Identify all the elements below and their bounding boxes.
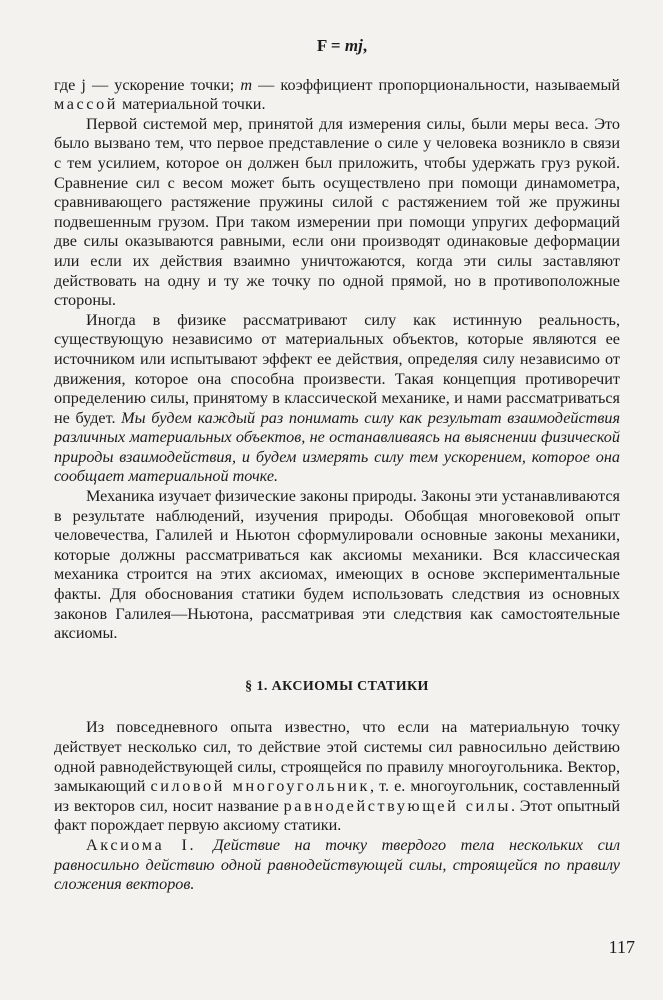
page-number: 117	[608, 937, 635, 957]
paragraph-axiom-one	[54, 836, 620, 895]
emphasized-term: равнодействующей силы	[283, 796, 511, 815]
paragraph-force-concept: Иногда в физике рассматривают силу как истинную реальность, существующую независимо от материальных объектов, которые являются ее источником или испытывают эффект ее действия, определяя силу независимо от движения, которое она способна произвести. Такая концепция противоречит определению силы, принятому в классической механике, и нами рассматриваться не будет. Мы будем каждый раз понимать силу как результат взаимодействия различных материальных объектов, не останавливаясь на выяснении физической природы взаимодействия, и будем измерять силу тем ускорением, которое она сообщает материальной точке.	[54, 310, 620, 486]
formula-rhs: mj	[344, 36, 363, 55]
emphasized-term: массой	[54, 95, 119, 114]
paragraph-mass-definition: где j — ускорение точки; m — коэффициент пропорциональности, называемый массой материальной точки.	[54, 75, 621, 114]
formula-lhs: F =	[316, 36, 345, 55]
italic-statement: Мы будем каждый раз понимать силу как результат взаимодействия различных материальных объектов, не останавливаясь на выяснении физической природы взаимодействия, и будем измерять силу тем ускорением, которое она сообщает материальной точке.	[54, 408, 620, 486]
paragraph-weight-measures: Первой системой мер, принятой для измерения силы, были меры веса. Это было вызвано тем, что первое представление о силе у человека возникло в связи с тем усилием, которое он должен был приложить, чтобы удержать груз рукой. Сравнение сил с весом может быть осуществлено при помощи динамометра, сравнивающего растяжение пружины силой с растяжением той же пружины подвешенным грузом. При таком измерении при помощи упругих деформаций две силы оказываются равными, если они производят одинаковые деформации или если их действия взаимно уничтожаются, когда эти силы заставляют действовать на одну и ту же точку по одной прямой, но в противоположные стороны.	[54, 114, 620, 310]
paragraph-resultant-force: Из повседневного опыта известно, что если на материальную точку действует несколько сил, то действие этой системы сил равносильно действию одной равнодействующей силы, строящейся по правилу многоугольника. Вектор, замыкающий силовой многоугольник, т. е. многоугольник, составленный из векторов сил, носит название равнодействующей силы. Этот опытный факт порождает первую аксиому статики.	[54, 718, 621, 835]
axiom-text: Действие на точку твердого тела нескольких сил равносильно действию одной равнодействующей силы, строящейся по правилу сложения векторов.	[54, 835, 621, 894]
section-heading: § 1. АКСИОМЫ СТАТИКИ	[245, 678, 429, 694]
formula	[54, 36, 620, 56]
emphasized-term: силовой многоугольник	[150, 777, 371, 796]
page-body	[54, 36, 620, 895]
formula-comma: ,	[362, 36, 368, 55]
paragraph-mechanics-laws: Механика изучает физические законы природы. Законы эти устанавливаются в результате наблюдений, изучения природы. Обобщая многовековой опыт человечества, Галилей и Ньютон сформулировали основные законы механики, которые должны рассматриваться как аксиомы механики. Вся классическая механика строится на этих аксиомах, имеющих в основе экспериментальные факты. Для обоснования статики будем использовать следствия из основных законов Галилея—Ньютона, рассматривая эти следствия как самостоятельные аксиомы.	[54, 487, 620, 643]
axiom-label: Аксиома I.	[86, 835, 214, 854]
